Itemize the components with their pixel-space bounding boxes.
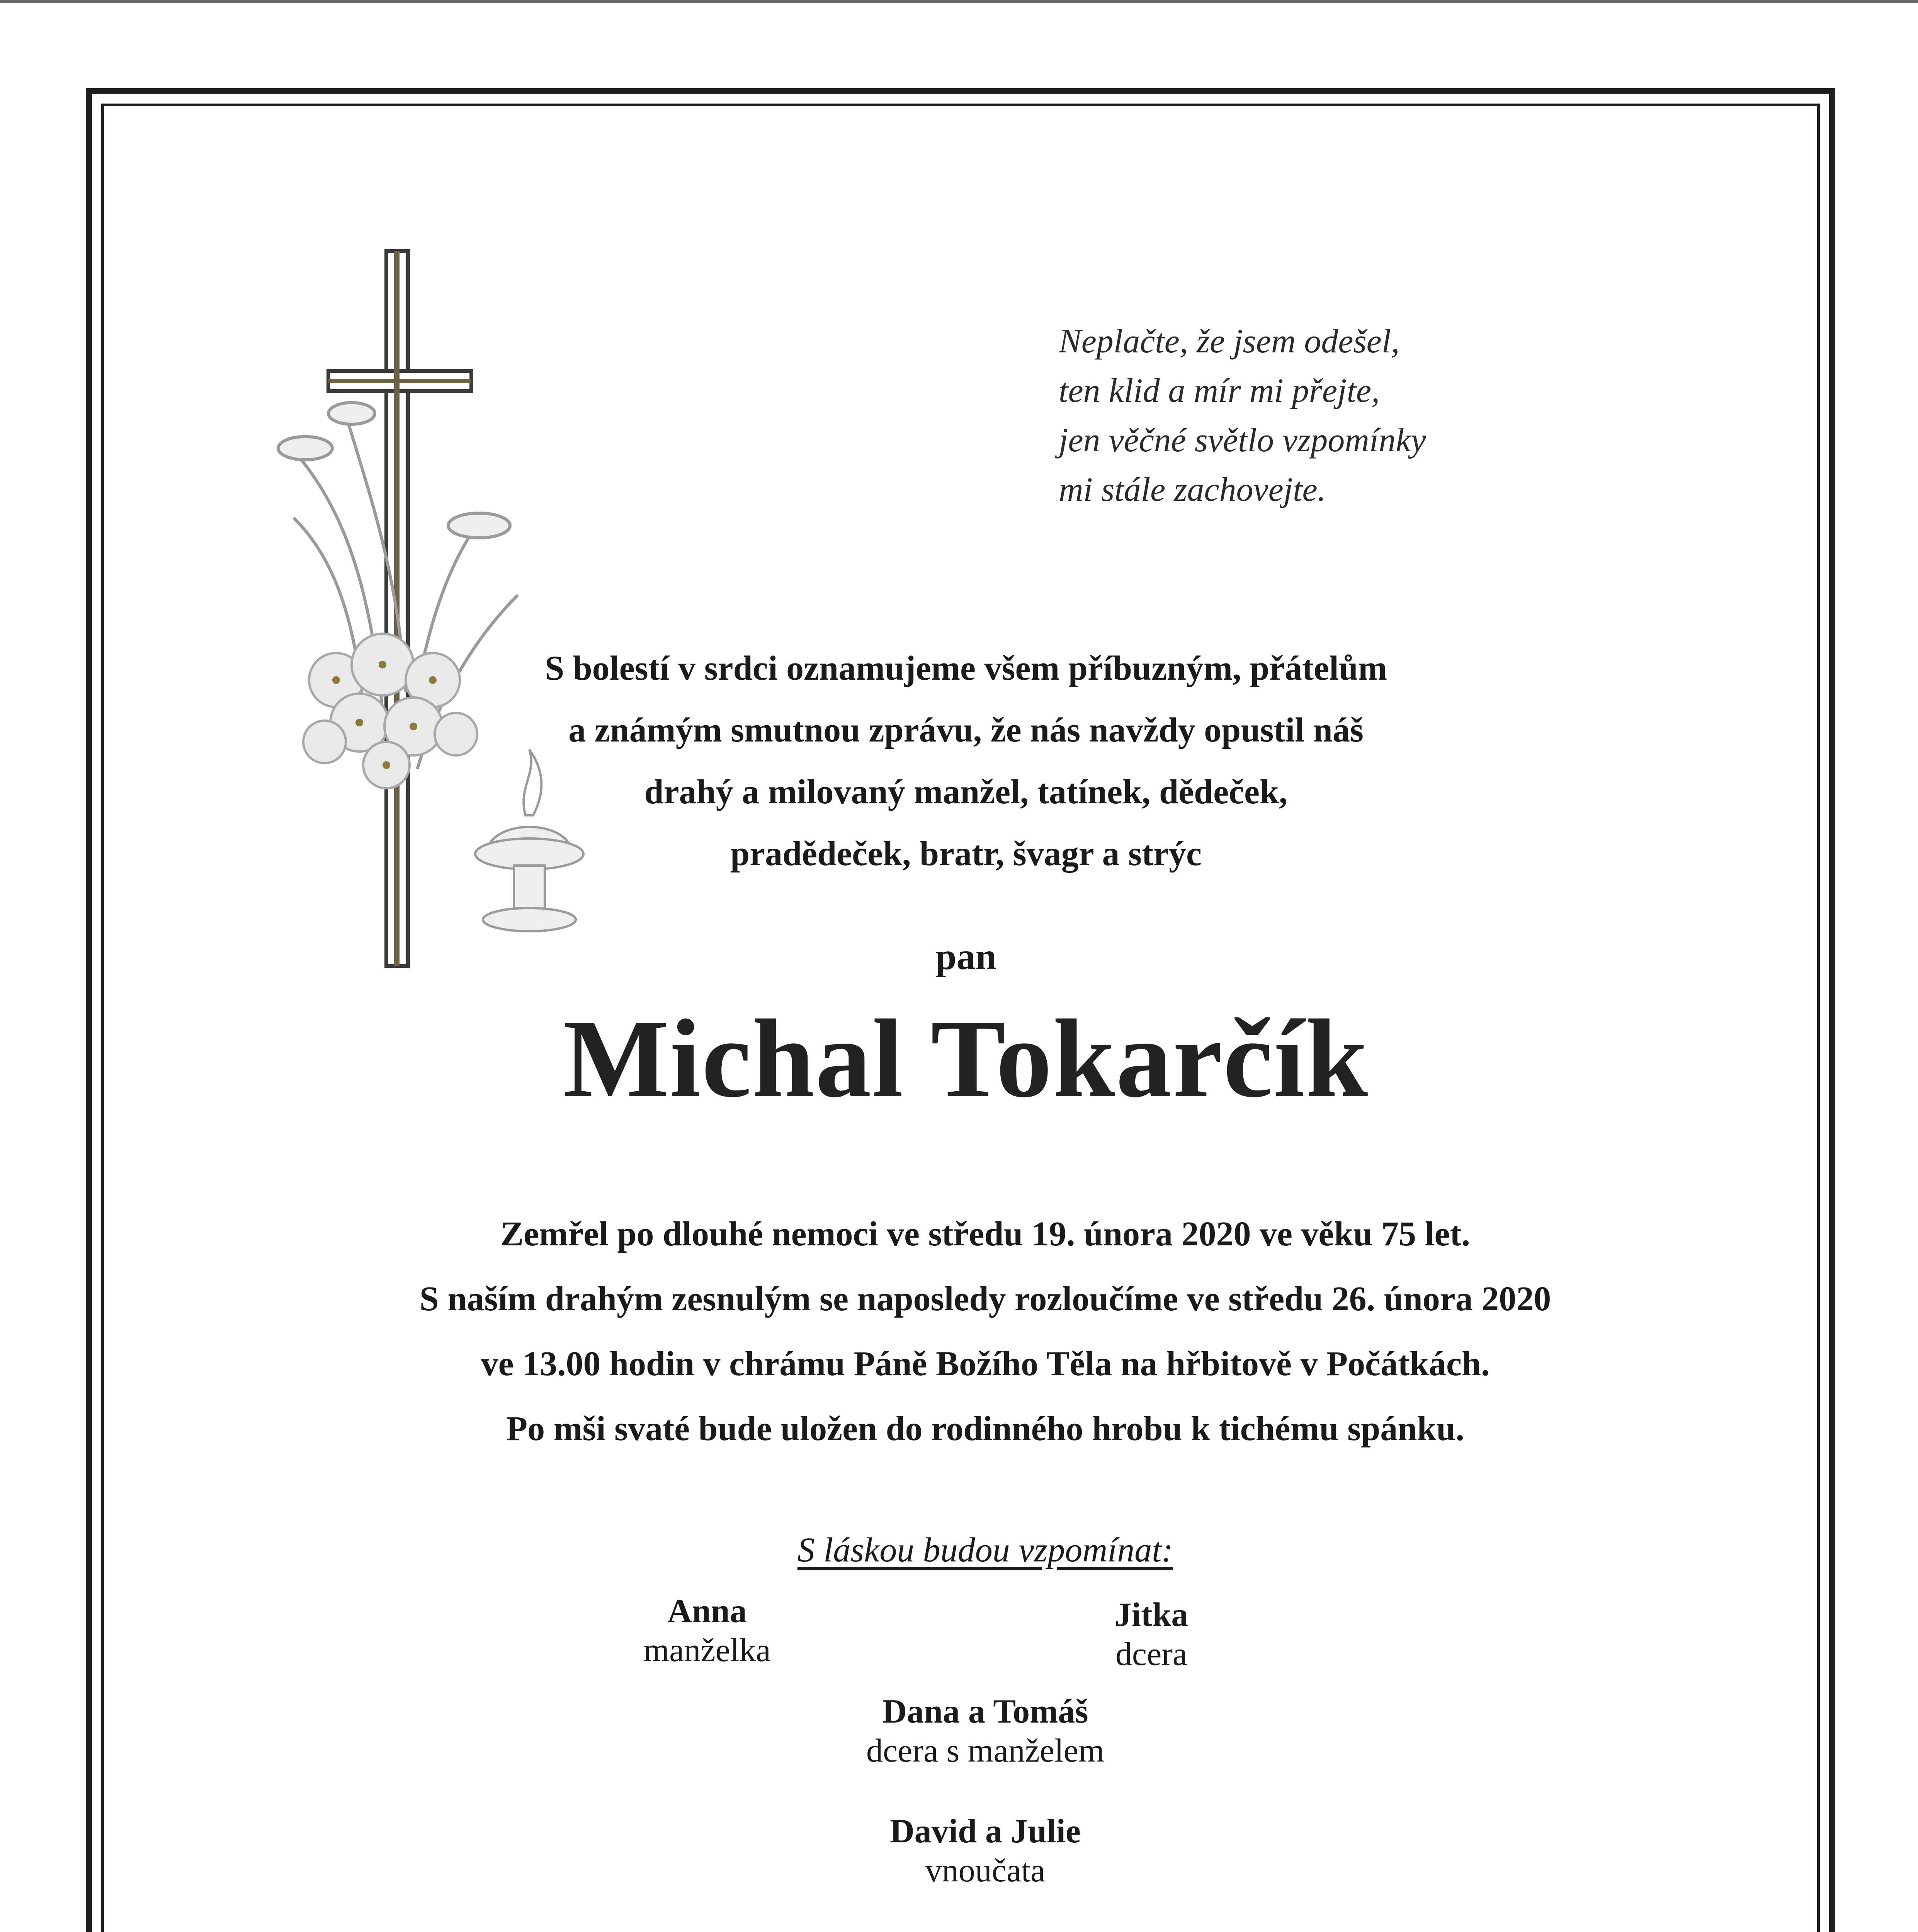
cross-icon: [328, 251, 471, 966]
poem-line: ten klid a mír mi přejte,: [1059, 372, 1380, 410]
mourner-relation: manželka: [643, 1631, 771, 1668]
mourner-name: Anna: [667, 1592, 747, 1630]
death-announcement: [464, 638, 1468, 885]
mourner-wife: [591, 1592, 823, 1669]
poem-line: mi stále zachovejte.: [1059, 471, 1326, 509]
mourner-relation: vnoučata: [925, 1852, 1046, 1889]
announcement-line: pradědeček, bratr, švagr a strýc: [730, 835, 1202, 873]
details-line: Zemřel po dlouhé nemoci ve středu 19. února 2020 ve věku 75 let.: [500, 1215, 1470, 1253]
mourner-group: [676, 1812, 1294, 1889]
poem-line: Neplačte, že jsem odešel,: [1059, 323, 1400, 360]
memorial-poem: [1059, 317, 1716, 515]
honorific: pan: [935, 936, 996, 978]
announcement-line: drahý a milovaný manžel, tatínek, dědeček,: [644, 773, 1288, 811]
mourner-relation: dcera: [1115, 1635, 1188, 1672]
mourner-name: Dana a Tomáš: [882, 1693, 1088, 1730]
mourner-relation: dcera s manželem: [866, 1732, 1104, 1769]
mourner-group: [676, 1692, 1294, 1770]
scan-top-rule: [0, 0, 1918, 3]
details-line: ve 13.00 hodin v chrámu Páně Božího Těla na hřbitově v Počátkách.: [481, 1345, 1490, 1383]
mourner-name: David a Julie: [890, 1813, 1081, 1850]
mourner-name: Jitka: [1114, 1596, 1189, 1634]
announcement-line: a známým smutnou zprávu, že nás navždy opustil náš: [568, 711, 1364, 749]
mourners-heading: S láskou budou vzpomínat:: [797, 1531, 1173, 1569]
details-line: Po mši svaté bude uložen do rodinného hrobu k tichému spánku.: [506, 1410, 1464, 1448]
announcement-line: S bolestí v srdci oznamujeme všem příbuzným, přátelům: [545, 649, 1387, 687]
poem-line: jen věčné světlo vzpomínky: [1059, 422, 1426, 459]
funeral-details: [193, 1202, 1777, 1461]
details-line: S naším drahým zesnulým se naposledy rozloučíme ve středu 26. února 2020: [419, 1280, 1551, 1318]
deceased-name: Michal Tokarčík: [563, 997, 1369, 1121]
mourner-daughter: [1036, 1596, 1267, 1673]
